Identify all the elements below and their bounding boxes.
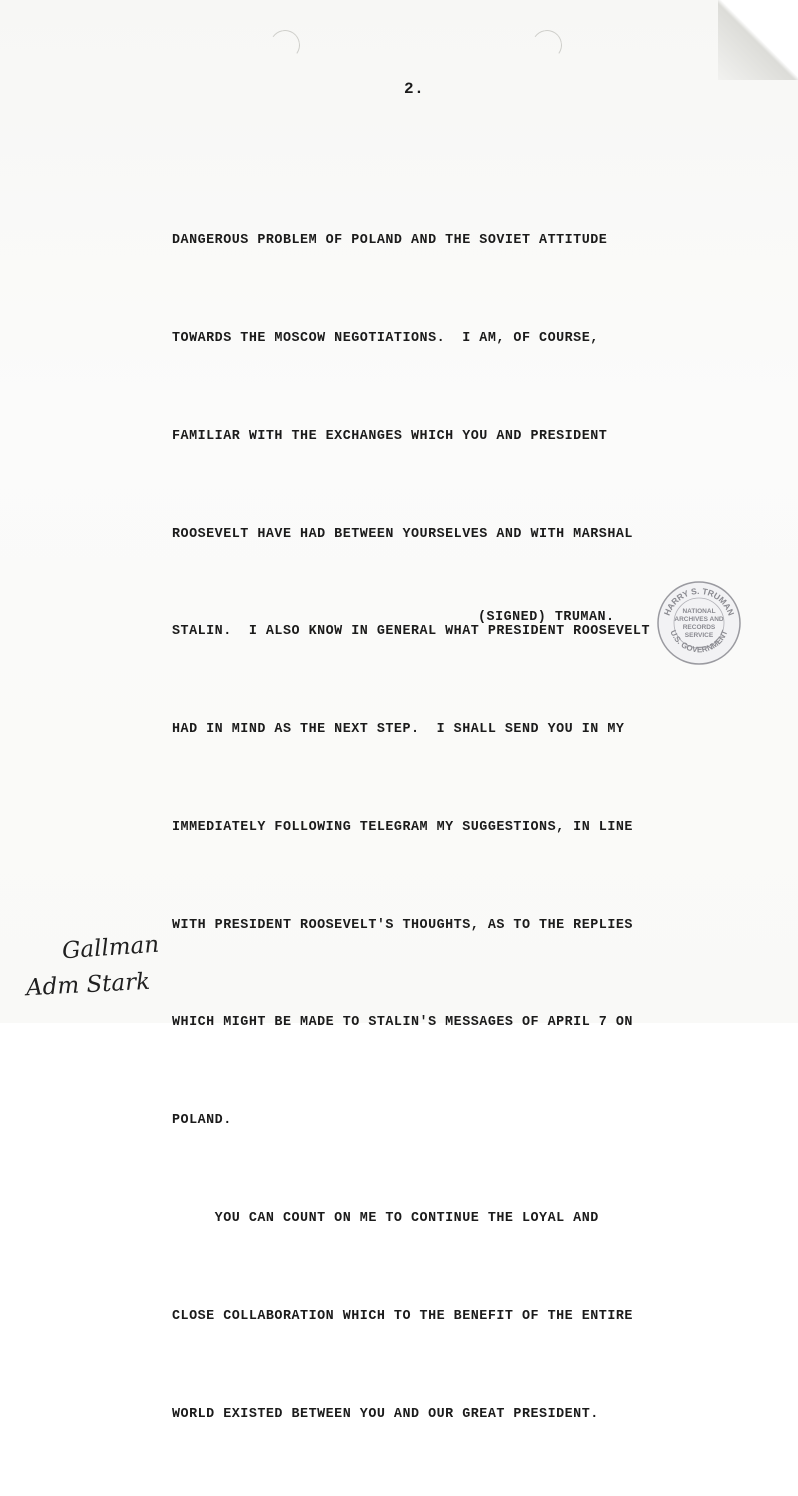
- body-line: ROOSEVELT HAVE HAD BETWEEN YOURSELVES AND WITH MARSHAL: [172, 526, 633, 542]
- archives-stamp: [656, 580, 742, 666]
- body-line: DANGEROUS PROBLEM OF POLAND AND THE SOVIET ATTITUDE: [172, 233, 608, 249]
- body-line: WITH PRESIDENT ROOSEVELT'S THOUGHTS, AS TO THE REPLIES: [172, 917, 633, 933]
- body-line: WORLD EXISTED BETWEEN YOU AND OUR GREAT PRESIDENT.: [172, 1406, 599, 1422]
- handwritten-note: Gallman: [61, 931, 160, 965]
- folded-corner: [718, 0, 798, 80]
- body-line: CLOSE COLLABORATION WHICH TO THE BENEFIT OF THE ENTIRE: [172, 1308, 633, 1324]
- handwritten-note: Adm Stark: [25, 968, 151, 1002]
- body-line: WHICH MIGHT BE MADE TO STALIN'S MESSAGES OF APRIL 7 ON: [172, 1015, 633, 1031]
- stamp-text: NATIONAL: [682, 608, 716, 615]
- stamp-arc-bottom: U.S. GOVERNMENT: [668, 628, 730, 655]
- stamp-text: ARCHIVES AND: [674, 616, 724, 623]
- punch-hole-right: [530, 28, 565, 63]
- punch-hole-left: [268, 28, 303, 63]
- body-line: YOU CAN COUNT ON ME TO CONTINUE THE LOYAL AND: [172, 1211, 599, 1226]
- stamp-text: SERVICE: [684, 632, 714, 639]
- body-line: IMMEDIATELY FOLLOWING TELEGRAM MY SUGGESTIONS, IN LINE: [172, 819, 633, 835]
- page-number: 2.: [404, 80, 425, 98]
- signature-line: (SIGNED) TRUMAN.: [478, 610, 615, 625]
- body-line: STALIN. I ALSO KNOW IN GENERAL WHAT PRESIDENT ROOSEVELT: [172, 624, 650, 640]
- body-line: TOWARDS THE MOSCOW NEGOTIATIONS. I AM, OF COURSE,: [172, 330, 599, 346]
- letter-body: [172, 160, 650, 1496]
- stamp-arc-top: HARRY S. TRUMAN: [661, 585, 737, 617]
- body-line: POLAND.: [172, 1113, 232, 1129]
- body-line: FAMILIAR WITH THE EXCHANGES WHICH YOU AND PRESIDENT: [172, 428, 608, 444]
- stamp-text: RECORDS: [682, 624, 716, 631]
- body-line: HAD IN MIND AS THE NEXT STEP. I SHALL SEND YOU IN MY: [172, 722, 625, 738]
